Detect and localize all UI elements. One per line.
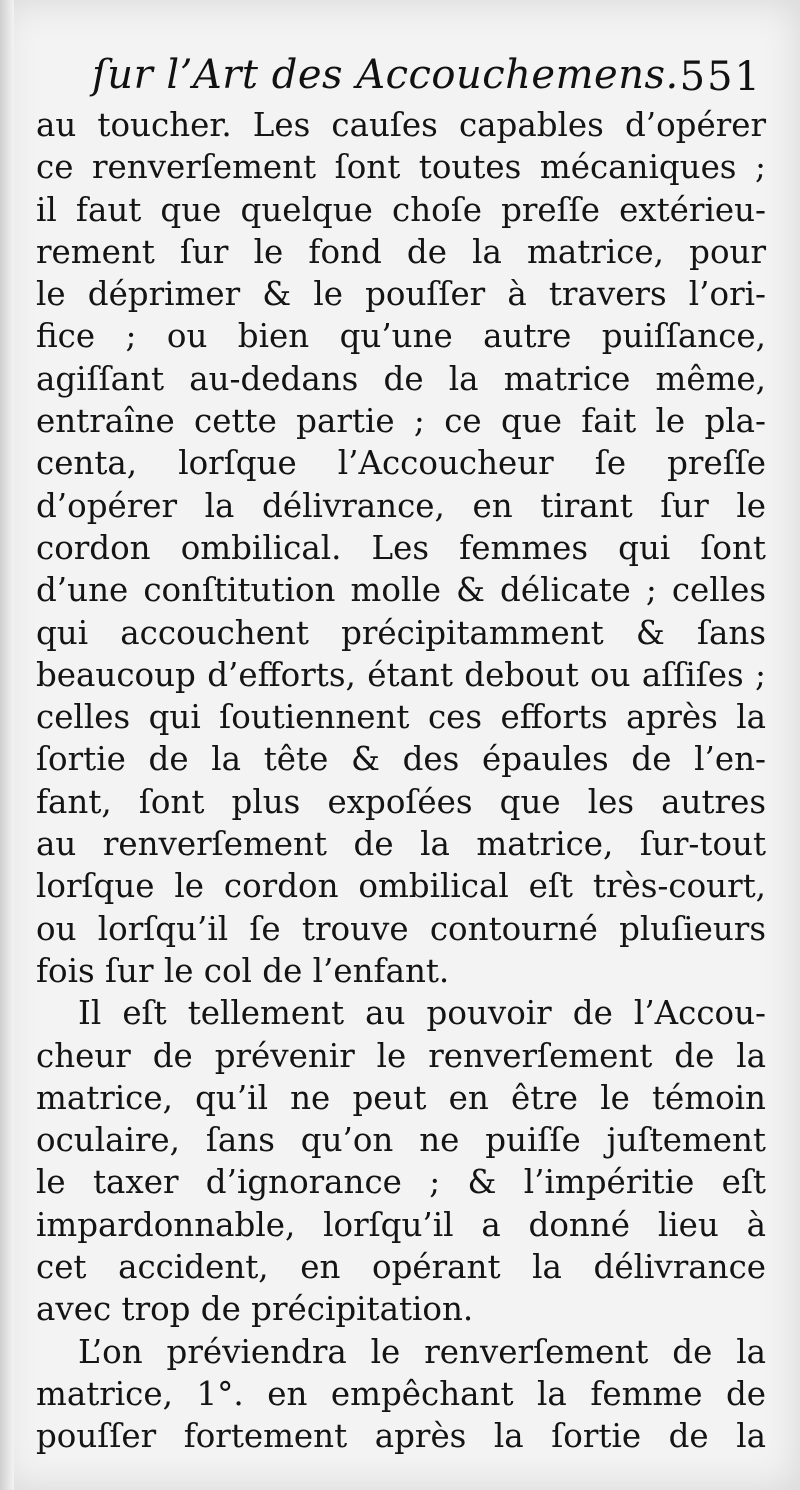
text-line: le taxer d’ignorance ; & l’impéritie eſt (36, 1163, 766, 1202)
page-number: 551 (679, 54, 762, 100)
running-title: ſur l’Art des Accouchemens. (92, 52, 679, 98)
text-line: qui accouchent précipitamment & ſans (36, 613, 766, 652)
text-line: fice ; ou bien qu’une autre puiſſance, (36, 317, 766, 356)
page-header (92, 52, 772, 110)
text-line: d’une conſtitution molle & délicate ; celles (36, 571, 766, 610)
text-line: entraîne cette partie ; ce que fait le pla- (36, 402, 766, 441)
text-line: celles qui ſoutiennent ces efforts après la (36, 698, 766, 737)
text-line: ce renverſement ſont toutes mécaniques ; (36, 148, 766, 187)
text-line: cordon ombilical. Les femmes qui ſont (36, 528, 766, 567)
text-line: fant, ſont plus expoſées que les autres (36, 782, 766, 821)
text-line: cheur de prévenir le renverſement de la (36, 1036, 766, 1075)
text-line: au renverſement de la matrice, ſur-tout (36, 825, 766, 864)
text-line: agiſſant au-dedans de la matrice même, (36, 359, 766, 398)
text-line: matrice, 1°. en empêchant la femme de (36, 1374, 766, 1413)
body-text (36, 104, 766, 1458)
text-line: beaucoup d’efforts, étant debout ou aſſiſes ; (36, 655, 766, 694)
text-line: ſortie de la tête & des épaules de l’en- (36, 740, 766, 779)
text-line: Il eſt tellement au pouvoir de l’Accou- (78, 994, 766, 1033)
text-line: centa, lorſque l’Accoucheur ſe preſſe (36, 444, 766, 483)
text-line: cet accident, en opérant la délivrance (36, 1248, 766, 1287)
text-line: fois ſur le col de l’enfant. (36, 951, 450, 990)
text-line: ou lorſqu’il ſe trouve contourné pluſieurs (36, 909, 766, 948)
text-line: rement ſur le fond de la matrice, pour (36, 232, 766, 271)
text-line: il faut que quelque choſe preſſe extérieu- (36, 190, 766, 229)
text-line: le déprimer & le pouſſer à travers l’ori- (36, 275, 766, 314)
text-line: lorſque le cordon ombilical eſt très-court, (36, 867, 766, 906)
text-line: pouſſer fortement après la ſortie de la (36, 1417, 766, 1456)
page-edge-shadow (0, 0, 14, 1490)
text-line: L’on préviendra le renverſement de la (78, 1332, 766, 1371)
text-line: oculaire, ſans qu’on ne puiſſe juſtement (36, 1121, 766, 1160)
text-line: impardonnable, lorſqu’il a donné lieu à (36, 1205, 766, 1244)
text-line: avec trop de précipitation. (36, 1290, 474, 1329)
text-line: d’opérer la délivrance, en tirant ſur le (36, 486, 766, 525)
text-line: au toucher. Les cauſes capables d’opérer (36, 106, 766, 144)
text-line: matrice, qu’il ne peut en être le témoin (36, 1078, 766, 1117)
